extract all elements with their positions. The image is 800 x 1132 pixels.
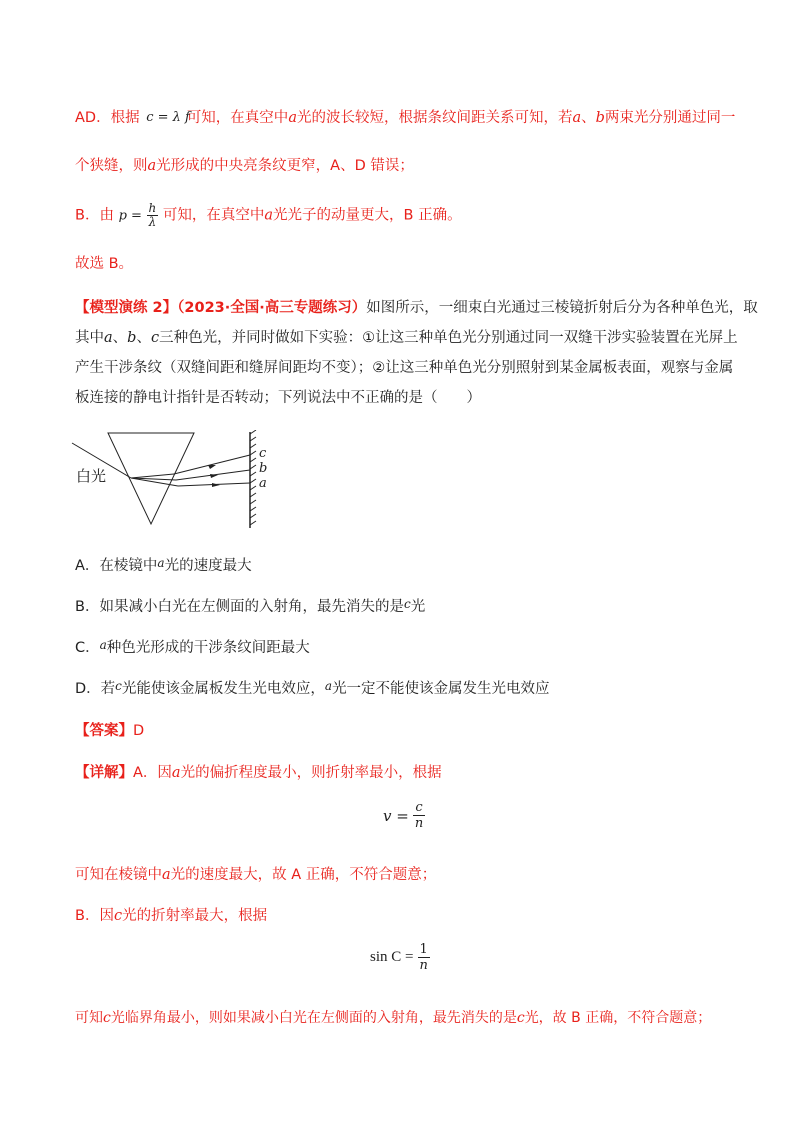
screen-hatching: [250, 430, 256, 525]
var-a: a: [324, 679, 333, 693]
ray-inside-1: [131, 474, 174, 478]
option-a[interactable]: [75, 556, 252, 576]
detail-b-conclusion: [75, 1008, 711, 1028]
arrowhead-c: [208, 465, 216, 469]
separator: 、: [112, 330, 128, 346]
answer-line: [75, 721, 144, 741]
question-text-1: 如图所示，一细束白光通过三棱镜折射后分为各种单色光，取: [366, 300, 758, 316]
option-c[interactable]: [75, 638, 310, 658]
option-b-text-1: B．如果减小白光在左侧面的入射角，最先消失的是: [75, 599, 404, 615]
option-d[interactable]: [75, 679, 550, 699]
var-c: c: [115, 679, 122, 693]
explanation-ad-line-1: [75, 108, 735, 128]
detail-b-conc-1: 可知: [75, 1010, 103, 1026]
detail-b-text-2: 光的折射率最大，根据: [122, 908, 268, 924]
detail-a-conclusion: [75, 865, 436, 885]
detail-a-line: [75, 763, 442, 783]
var-a: a: [147, 158, 157, 174]
var-b: b: [595, 110, 605, 126]
var-c: c: [150, 330, 160, 346]
detail-label: 【详解】: [75, 765, 133, 781]
momentum-fraction: [147, 202, 159, 229]
fraction-numerator: 1: [419, 942, 428, 957]
label-white-light: 白光: [76, 467, 107, 485]
question-line-4: 板连接的静电计指针是否转动；下列说法中不正确的是（ ）: [75, 390, 481, 406]
formula-fraction: [417, 942, 429, 973]
explanation-ad-line-2: [75, 156, 414, 176]
wave-formula: c = λ f: [146, 110, 190, 125]
option-d-text-2: 光能使该金属板发生光电效应，: [121, 681, 325, 697]
b-text-2: 光光子的动量更大，B 正确。: [273, 207, 462, 224]
detail-b-conc-2: 光临界角最小，则如果减小白光在左侧面的入射角，最先消失的是: [110, 1010, 517, 1026]
detail-b-conc-3: 光，故 B 正确，不符合题意；: [524, 1010, 712, 1026]
fraction-numerator: h: [148, 201, 157, 215]
b-prefix: B．由: [75, 207, 114, 224]
formula-fraction: [413, 800, 425, 831]
option-c-text-2: 种色光形成的干涉条纹间距最大: [106, 640, 310, 656]
ad-text-4: 个狭缝，则: [75, 158, 148, 174]
question-line-1: [75, 298, 758, 318]
fraction-denominator: λ: [148, 215, 157, 229]
option-d-text-1: D．若: [75, 681, 116, 697]
option-c-text-1: C．: [75, 640, 100, 656]
var-a: a: [288, 110, 297, 126]
formula-lhs: v =: [383, 806, 409, 825]
formula-lhs: sin C =: [370, 949, 414, 965]
var-c: c: [103, 1010, 111, 1026]
var-c: c: [516, 1010, 525, 1026]
separator: 、: [136, 330, 151, 346]
detail-a-text-1: A．因: [133, 765, 172, 781]
arrowhead-a: [212, 483, 220, 487]
var-a: a: [264, 207, 274, 224]
option-b[interactable]: [75, 597, 425, 617]
fraction-denominator: n: [414, 816, 424, 831]
detail-a-conc-2: 光的速度最大，故 A 正确，不符合题意；: [170, 867, 437, 883]
ad-text-1: 可知，在真空中: [186, 110, 289, 126]
option-b-text-2: 光: [410, 599, 426, 615]
option-a-text-1: A．在棱镜中: [75, 558, 158, 574]
answer-label: 【答案】: [75, 723, 133, 739]
ad-text-2: 光的波长较短，根据条纹间距关系可知，若: [296, 110, 573, 126]
label-c: c: [259, 446, 267, 461]
ad-text-5: 光形成的中央亮条纹更窄，A、D 错误；: [156, 158, 414, 174]
question-line-3: 产生干涉条纹（双缝间距和缝屏间距均不变）；②让这三种单色光分别照射到某金属板表面，观察与金属: [75, 360, 734, 376]
var-a: a: [171, 765, 181, 781]
ad-prefix: AD．根据: [75, 110, 140, 126]
fraction-numerator: c: [415, 800, 423, 815]
answer-value: D: [133, 723, 145, 739]
option-a-text-2: 光的速度最大: [164, 558, 252, 574]
var-a: a: [572, 110, 582, 126]
option-d-text-3: 光一定不能使该金属发生光电效应: [332, 681, 550, 697]
formula-v-c-n: [383, 800, 425, 831]
detail-a-text-2: 光的偏折程度最小，则折射率最小，根据: [180, 765, 442, 781]
question-text-2b: 三种色光，并同时做如下实验：①让这三种单色光分别通过同一双缝干涉实验装置在光屏上: [159, 330, 738, 346]
separator: 、: [581, 110, 596, 126]
var-a: a: [104, 330, 113, 346]
label-a: a: [259, 476, 267, 491]
var-c: c: [403, 597, 411, 611]
detail-b-text-1: B．因: [75, 908, 114, 924]
question-line-2: [75, 328, 738, 348]
var-b: b: [127, 330, 137, 346]
fraction-denominator: n: [419, 958, 428, 973]
explanation-b-line: [75, 202, 462, 229]
ad-text-3: 两束光分别通过同一: [604, 110, 736, 126]
formula-sinc-1-n: [370, 942, 430, 973]
var-a: a: [99, 638, 107, 652]
var-c: c: [113, 908, 123, 924]
b-text-1: 可知，在真空中: [162, 207, 265, 224]
var-a: a: [162, 867, 171, 883]
detail-a-conc-1: 可知在棱镜中: [75, 867, 162, 883]
question-label: 【模型演练 2】: [75, 300, 178, 316]
detail-b-line: [75, 906, 267, 926]
momentum-lhs: p =: [118, 208, 142, 224]
var-a: a: [157, 556, 165, 570]
question-source: （2023·全国·高三专题练习）: [177, 300, 367, 316]
label-b: b: [259, 461, 268, 476]
choose-statement: 故选 B。: [75, 256, 134, 272]
prism-diagram: [70, 430, 280, 535]
question-text-2a: 其中: [75, 330, 104, 346]
